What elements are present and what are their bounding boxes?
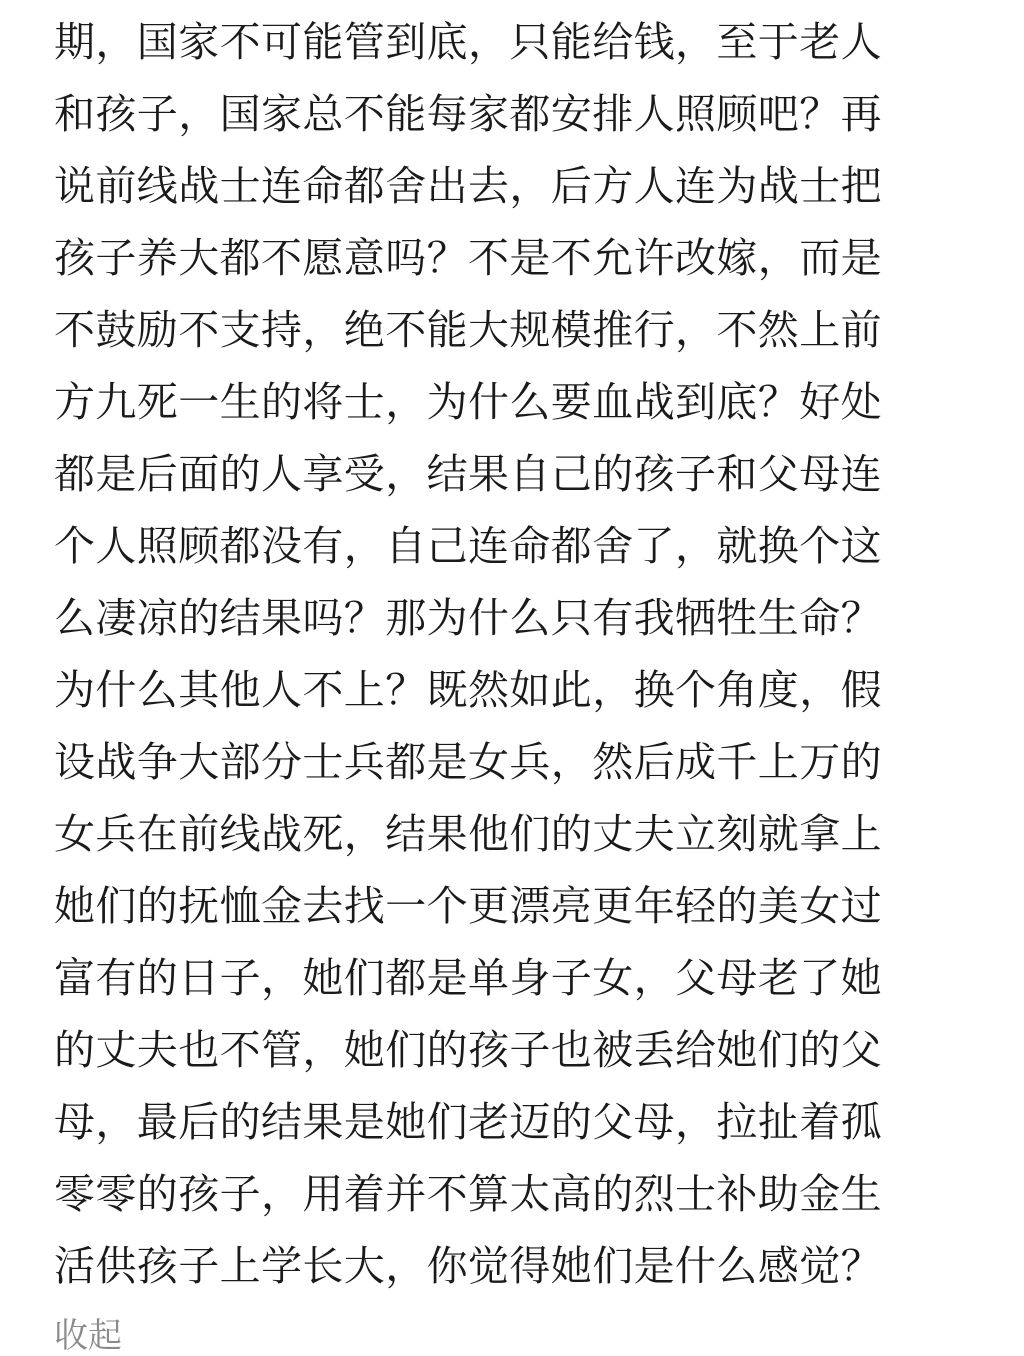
- post-text-line: 活供孩子上学长大，你觉得她们是什么感觉？: [54, 1242, 882, 1290]
- post-text-line: 方九死一生的将士，为什么要血战到底？好处: [54, 378, 882, 426]
- post-text-line: 她们的抚恤金去找一个更漂亮更年轻的美女过: [54, 882, 882, 930]
- post-text-line: 母，最后的结果是她们老迈的父母，拉扯着孤: [54, 1098, 882, 1146]
- post-text-line: 个人照顾都没有，自己连命都舍了，就换个这: [54, 522, 882, 570]
- post-body-text: [54, 6, 974, 1302]
- post-text-line: 不鼓励不支持，绝不能大规模推行，不然上前: [54, 306, 882, 354]
- post-text-line: 说前线战士连命都舍出去，后方人连为战士把: [54, 162, 882, 210]
- post-text-line: 么凄凉的结果吗？那为什么只有我牺牲生命？: [54, 594, 882, 642]
- collapse-button[interactable]: 收起: [54, 1316, 122, 1356]
- post-text-line: 为什么其他人不上？既然如此，换个角度，假: [54, 666, 882, 714]
- post-text-line: 和孩子，国家总不能每家都安排人照顾吧？再: [54, 90, 882, 138]
- post-text-line: 期，国家不可能管到底，只能给钱，至于老人: [54, 18, 882, 66]
- post-text-line: 女兵在前线战死，结果他们的丈夫立刻就拿上: [54, 810, 882, 858]
- post-text-line: 都是后面的人享受，结果自己的孩子和父母连: [54, 450, 882, 498]
- post-text-line: 设战争大部分士兵都是女兵，然后成千上万的: [54, 738, 882, 786]
- post-text-line: 孩子养大都不愿意吗？不是不允许改嫁，而是: [54, 234, 882, 282]
- post-text-line: 的丈夫也不管，她们的孩子也被丢给她们的父: [54, 1026, 882, 1074]
- post-text-line: 富有的日子，她们都是单身子女，父母老了她: [54, 954, 882, 1002]
- post-text-line: 零零的孩子，用着并不算太高的烈士补助金生: [54, 1170, 882, 1218]
